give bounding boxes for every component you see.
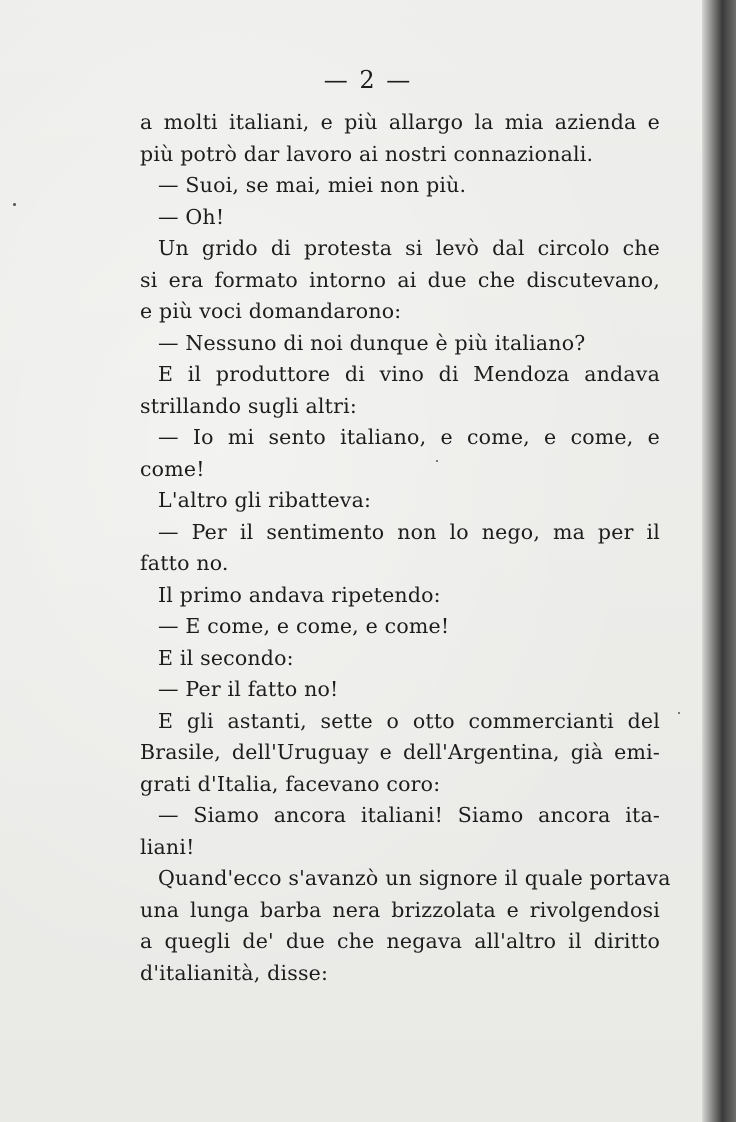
- text-line: d'italianità, disse:: [140, 960, 329, 985]
- text-line: fatto no.: [140, 551, 229, 575]
- text-line: Brasile, dell'Uruguay e dell'Argentina, già emi-: [140, 740, 660, 764]
- text-line: strillando sugli altri:: [140, 393, 357, 418]
- text-line: — Per il fatto no!: [158, 677, 339, 701]
- body-text: [140, 107, 671, 989]
- text-line: — E come, e come, e come!: [158, 614, 450, 638]
- text-line: a quegli de' due che negava all'altro il diritto: [140, 929, 660, 953]
- text-line: Quand'ecco s'avanzò un signore il quale portava: [158, 866, 671, 890]
- paper-speck: [13, 203, 16, 206]
- text-line: — Siamo ancora italiani! Siamo ancora ita-: [158, 803, 660, 827]
- text-line: E gli astanti, sette o otto commercianti del: [158, 708, 660, 733]
- text-line: e più voci domandarono:: [140, 299, 402, 323]
- text-line: — Io mi sento italiano, e come, e come, e: [158, 425, 660, 449]
- text-line: — Nessuno di noi dunque è più italiano?: [158, 330, 586, 355]
- text-line: L'altro gli ribatteva:: [158, 488, 372, 512]
- text-line: più potrò dar lavoro ai nostri connazionali.: [140, 141, 594, 166]
- page-number: — 2 —: [323, 66, 413, 94]
- text-line: — Oh!: [158, 204, 225, 229]
- text-line: — Per il sentimento non lo nego, ma per il: [158, 519, 660, 544]
- text-line: come!: [140, 456, 205, 481]
- text-line: E il secondo:: [158, 645, 294, 670]
- text-line: Il primo andava ripetendo:: [158, 582, 441, 607]
- text-line: si era formato intorno ai due che discutevano,: [140, 267, 660, 292]
- page-spine-edge: [702, 0, 736, 1122]
- paper-speck: [678, 712, 680, 714]
- text-line: a molti italiani, e più allargo la mia azienda e: [140, 110, 660, 134]
- text-line: Un grido di protesta si levò dal circolo che: [158, 236, 660, 260]
- text-line: E il produttore di vino di Mendoza andava: [158, 362, 660, 386]
- text-line: una lunga barba nera brizzolata e rivolgendosi: [140, 897, 660, 922]
- text-line: grati d'Italia, facevano coro:: [140, 771, 441, 796]
- text-line: liani!: [140, 834, 195, 859]
- text-line: — Suoi, se mai, miei non più.: [158, 173, 467, 197]
- paper-speck: [436, 460, 438, 462]
